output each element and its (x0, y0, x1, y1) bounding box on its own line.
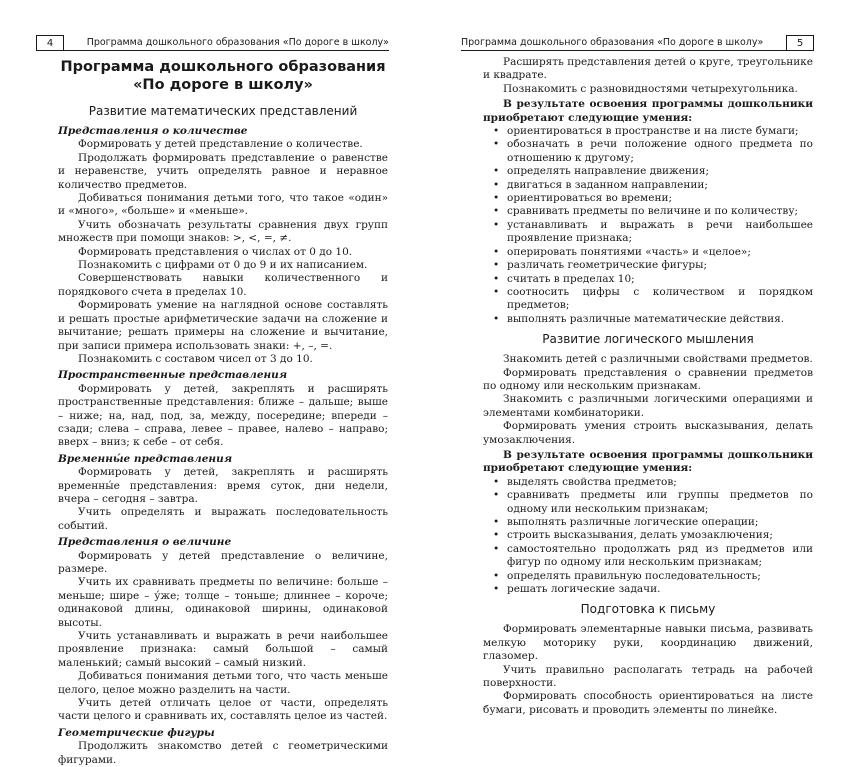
paragraph: Учить устанавливать и выражать в речи наибольшее проявление признака: самый большой – самый маленький; самый высокий – самый низкий. (58, 630, 388, 669)
paragraph: Учить обозначать результаты сравнения двух групп множеств при помощи знаков: >, <, =, ≠. (58, 218, 388, 245)
right-page (425, 0, 850, 716)
intro-paragraphs (483, 56, 813, 96)
page-number: 5 (786, 35, 814, 51)
paragraph: Формировать у детей, закреплять и расширять пространственные представления: ближе – дальше; выше – ниже; на, над, под, за, между, посередине; впереди – сзади; слева – справа, левее – правее, налево – направо; вверх – вниз; к себе – от себя. (58, 382, 388, 449)
running-head-left (36, 36, 389, 52)
list-item: • двигаться в заданном направлении; (507, 179, 813, 192)
left-page (0, 0, 425, 766)
paragraph: Познакомить с составом чисел от 3 до 10. (78, 352, 313, 365)
list-item: • устанавливать и выражать в речи наибольшее проявление признака; (507, 219, 813, 246)
list-item: • оперировать понятиями «часть» и «целое»; (507, 246, 813, 259)
list-item: • выполнять различные логические операции; (507, 516, 813, 529)
logic-skills-list (483, 476, 813, 597)
paragraph: Формировать умения строить высказывания, делать умозаключения. (483, 420, 813, 446)
list-item: • соотносить цифры с количеством и порядком предметов; (507, 286, 813, 313)
paragraph: Формировать у детей представление о величине, размере. (58, 549, 388, 575)
paragraph: Учить правильно располагать тетрадь на рабочей поверхности. (483, 663, 813, 690)
subsection-title: Представления о количестве (58, 125, 248, 137)
subsection-title: Геометрические фигуры (58, 726, 215, 739)
list-item: • самостоятельно продолжать ряд из предметов или фигур по одному или нескольким признакам; (507, 543, 813, 570)
list-item: • определять направление движения; (507, 165, 813, 178)
right-page-content (483, 56, 813, 717)
paragraph: Формировать у детей представление о количестве. (78, 138, 363, 151)
paragraph: Формировать способность ориентироваться на листе бумаги, рисовать и проводить элементы по линейке. (483, 690, 813, 716)
result-heading-2: В результате освоения программы дошкольники приобретают следующие умения: (483, 448, 813, 475)
list-item: • ориентироваться в пространстве и на листе бумаги; (507, 125, 813, 138)
running-head-right (461, 36, 814, 52)
list-item: • решать логические задачи. (507, 583, 813, 596)
subsection-title: Пространственные представления (58, 369, 288, 382)
title-line-2: «По дороге в школу» (133, 77, 313, 93)
paragraph: Продолжать формировать представление о равенстве и неравенстве, учить определять равное и неравное количество предметов. (58, 151, 388, 191)
writing-paragraphs (483, 623, 813, 717)
paragraph: Формировать элементарные навыки письма, развивать мелкую моторику руки, координацию движений, глазомер. (483, 623, 813, 663)
paragraph: Совершенствовать навыки количественного и порядкового счета в пределах 10. (58, 272, 388, 298)
list-item: • сравнивать предметы или группы предметов по одному или нескольким признакам; (507, 489, 813, 516)
list-item: • различать геометрические фигуры; (507, 259, 813, 272)
left-body-blocks (58, 125, 388, 767)
paragraph: Формировать умение на наглядной основе составлять и решать простые арифметические задачи на сложение и вычитание; решать примеры на сложение и вычитание, при записи примера использовать знаки: +, –, =. (58, 299, 388, 352)
paragraph: Формировать представления о числах от 0 до 10. (78, 245, 353, 258)
paragraph: Учить их сравнивать предметы по величине: больше – меньше; шире – у́же; толще – тоньше; длиннее – короче; одинаковой длины, одинаковой ширины, одинаковой высоты. (58, 576, 388, 629)
list-item: • выделять свойства предметов; (507, 476, 813, 489)
subsection-title: Представления о величине (58, 536, 232, 549)
running-head-title: Программа дошкольного образования «По дороге в школу» (461, 37, 764, 48)
paragraph: Познакомить с разновидностями четырехугольника. (503, 82, 798, 95)
paragraph: Учить определять и выражать последовательность событий. (58, 506, 388, 532)
list-item: • обозначать в речи положение одного предмета по отношению к другому; (507, 138, 813, 165)
list-item: • ориентироваться во времени; (507, 192, 813, 205)
subsection-title: Временны́е представления (58, 452, 233, 465)
math-skills-list (483, 125, 813, 326)
paragraph: Формировать у детей, закреплять и расширять временны́е представления: время суток, дни недели, вчера – сегодня – завтра. (58, 466, 388, 505)
list-item: • определять правильную последовательность; (507, 570, 813, 583)
paragraph: Формировать представления о сравнении предметов по одному или нескольким признакам. (483, 366, 813, 392)
section-title-writing: Подготовка к письму (580, 602, 716, 617)
paragraph: Познакомить с цифрами от 0 до 9 и их написанием. (78, 259, 368, 272)
running-head-title: Программа дошкольного образования «По дороге в школу» (86, 37, 389, 48)
list-item: • выполнять различные математические действия. (507, 313, 813, 326)
paragraph: Продолжить знакомство детей с геометрическими фигурами. (58, 740, 388, 766)
header-rule (36, 50, 389, 51)
section-title-math: Развитие математических представлений (88, 104, 358, 118)
paragraph: Расширять представления детей о круге, треугольнике и квадрате. (483, 56, 813, 82)
list-item: • считать в пределах 10; (507, 273, 813, 286)
paragraph: Добиваться понимания детьми того, что часть меньше целого, целое можно разделить на части. (58, 670, 388, 696)
list-item: • строить высказывания, делать умозаключения; (507, 529, 813, 542)
list-item: • сравнивать предметы по величине и по количеству; (507, 205, 813, 218)
left-page-content (58, 58, 388, 767)
section-title-logic: Развитие логического мышления (542, 332, 754, 347)
paragraph: Учить детей отличать целое от части, определять части целого и сравнивать их, составлять целое из частей. (58, 697, 388, 723)
paragraph: Добиваться понимания детьми того, что такое «один» и «много», «больше» и «меньше». (58, 192, 388, 218)
title-line-1: Программа дошкольного образования (60, 59, 386, 75)
paragraph: Знакомить с различными логическими операциями и элементами комбинаторики. (483, 393, 813, 419)
page-title (58, 58, 388, 94)
result-heading: В результате освоения программы дошкольники приобретают следующие умения: (483, 98, 813, 124)
logic-paragraphs (483, 353, 813, 447)
header-rule (461, 50, 814, 51)
page-number: 4 (36, 35, 64, 51)
paragraph: Знакомить детей с различными свойствами предметов. (503, 353, 813, 366)
